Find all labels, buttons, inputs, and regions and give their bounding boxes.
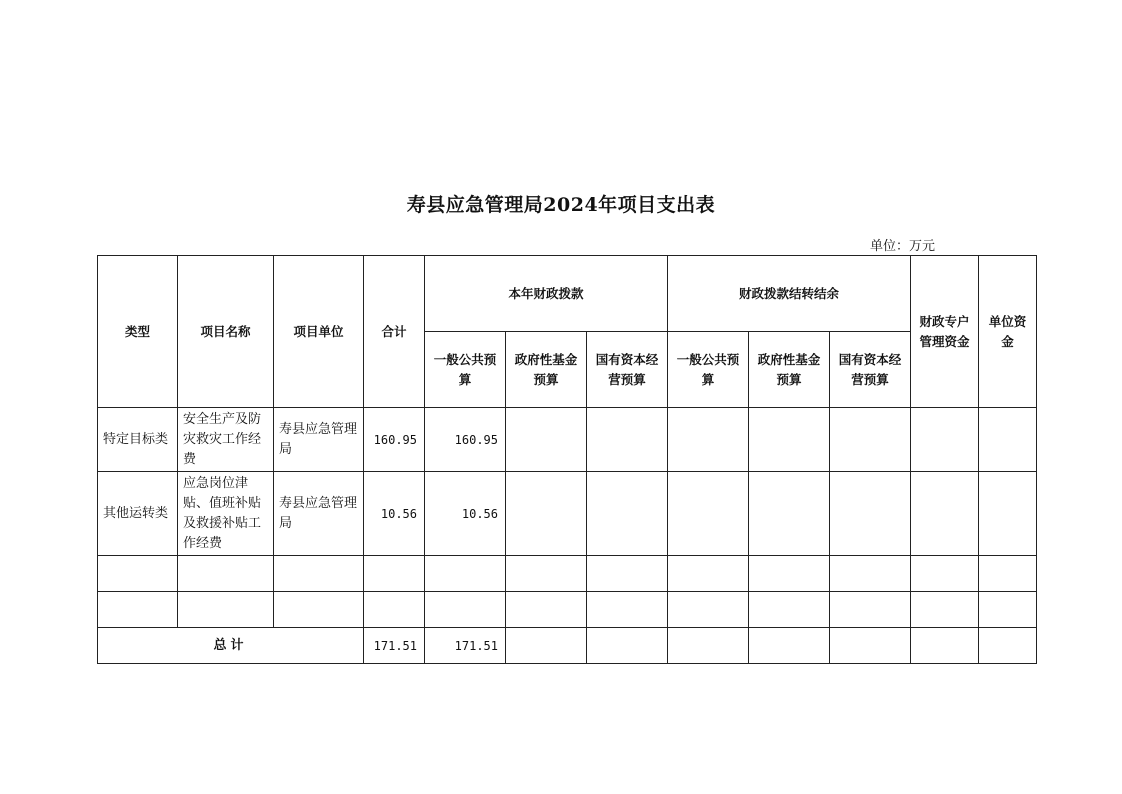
- row-empty-cell: [749, 408, 830, 472]
- row-empty-cell: [911, 628, 979, 664]
- row-empty-cell: [830, 472, 911, 556]
- row-empty-cell: [830, 556, 911, 592]
- row-empty-cell: [425, 556, 506, 592]
- row-empty-cell: [911, 556, 979, 592]
- row-empty-cell: [425, 592, 506, 628]
- row-empty-cell: [979, 556, 1037, 592]
- row-empty-cell: [979, 628, 1037, 664]
- row-empty-cell: [506, 592, 587, 628]
- page-title: 寿县应急管理局2024年项目支出表: [406, 194, 716, 216]
- project-expenditure-table: [97, 255, 1037, 664]
- row-empty-cell: [506, 472, 587, 556]
- row-total: 160.95: [364, 408, 425, 472]
- row-project-unit: 寿县应急管理局: [274, 408, 364, 472]
- header-government-fund-budget: 政府性基金预算: [506, 332, 587, 408]
- table-row-empty: [98, 556, 1037, 592]
- row-total: 10.56: [364, 472, 425, 556]
- total-label: 总计: [98, 628, 364, 664]
- header-carryover-balance: 财政拨款结转结余: [668, 256, 911, 332]
- row-empty-cell: [830, 628, 911, 664]
- unit-note: 单位：万元: [870, 239, 936, 254]
- header-row-top: [98, 256, 1037, 332]
- row-empty-cell: [830, 592, 911, 628]
- row-empty-cell: [98, 592, 178, 628]
- row-empty-cell: [274, 592, 364, 628]
- header-state-capital-budget: 国有资本经营预算: [587, 332, 668, 408]
- row-general-budget: 10.56: [425, 472, 506, 556]
- row-empty-cell: [364, 556, 425, 592]
- row-empty-cell: [587, 592, 668, 628]
- row-project-name: 应急岗位津贴、值班补贴及救援补贴工作经费: [178, 472, 274, 556]
- row-empty-cell: [668, 472, 749, 556]
- row-empty-cell: [911, 408, 979, 472]
- row-empty-cell: [668, 592, 749, 628]
- header-carryover-government-fund-budget: 政府性基金预算: [749, 332, 830, 408]
- row-empty-cell: [98, 556, 178, 592]
- total-general-budget-value: 171.51: [425, 628, 506, 664]
- header-carryover-state-capital-budget: 国有资本经营预算: [830, 332, 911, 408]
- row-empty-cell: [506, 556, 587, 592]
- row-empty-cell: [178, 592, 274, 628]
- row-empty-cell: [911, 592, 979, 628]
- row-empty-cell: [364, 592, 425, 628]
- header-project-name: 项目名称: [178, 256, 274, 408]
- header-project-unit: 项目单位: [274, 256, 364, 408]
- row-project-unit: 寿县应急管理局: [274, 472, 364, 556]
- table-row-empty: [98, 592, 1037, 628]
- row-empty-cell: [979, 472, 1037, 556]
- header-carryover-general-public-budget: 一般公共预算: [668, 332, 749, 408]
- table-row: [98, 472, 1037, 556]
- row-type: 其他运转类: [98, 472, 178, 556]
- row-general-budget: 160.95: [425, 408, 506, 472]
- row-empty-cell: [178, 556, 274, 592]
- row-empty-cell: [749, 592, 830, 628]
- row-empty-cell: [587, 408, 668, 472]
- row-empty-cell: [749, 628, 830, 664]
- header-special-account-funds: 财政专户管理资金: [911, 256, 979, 408]
- row-empty-cell: [587, 628, 668, 664]
- header-general-public-budget: 一般公共预算: [425, 332, 506, 408]
- row-empty-cell: [668, 408, 749, 472]
- total-sum: 171.51: [364, 628, 425, 664]
- header-type: 类型: [98, 256, 178, 408]
- header-current-year-appropriation: 本年财政拨款: [425, 256, 668, 332]
- row-empty-cell: [506, 408, 587, 472]
- row-empty-cell: [587, 472, 668, 556]
- row-empty-cell: [749, 556, 830, 592]
- row-project-name: 安全生产及防灾救灾工作经费: [178, 408, 274, 472]
- header-unit-funds: 单位资金: [979, 256, 1037, 408]
- row-empty-cell: [979, 592, 1037, 628]
- table-row: [98, 408, 1037, 472]
- row-empty-cell: [587, 556, 668, 592]
- total-row: [98, 628, 1037, 664]
- row-empty-cell: [668, 556, 749, 592]
- header-total: 合计: [364, 256, 425, 408]
- row-empty-cell: [911, 472, 979, 556]
- row-empty-cell: [274, 556, 364, 592]
- row-empty-cell: [979, 408, 1037, 472]
- row-type: 特定目标类: [98, 408, 178, 472]
- row-empty-cell: [830, 408, 911, 472]
- row-empty-cell: [668, 628, 749, 664]
- row-empty-cell: [749, 472, 830, 556]
- row-empty-cell: [506, 628, 587, 664]
